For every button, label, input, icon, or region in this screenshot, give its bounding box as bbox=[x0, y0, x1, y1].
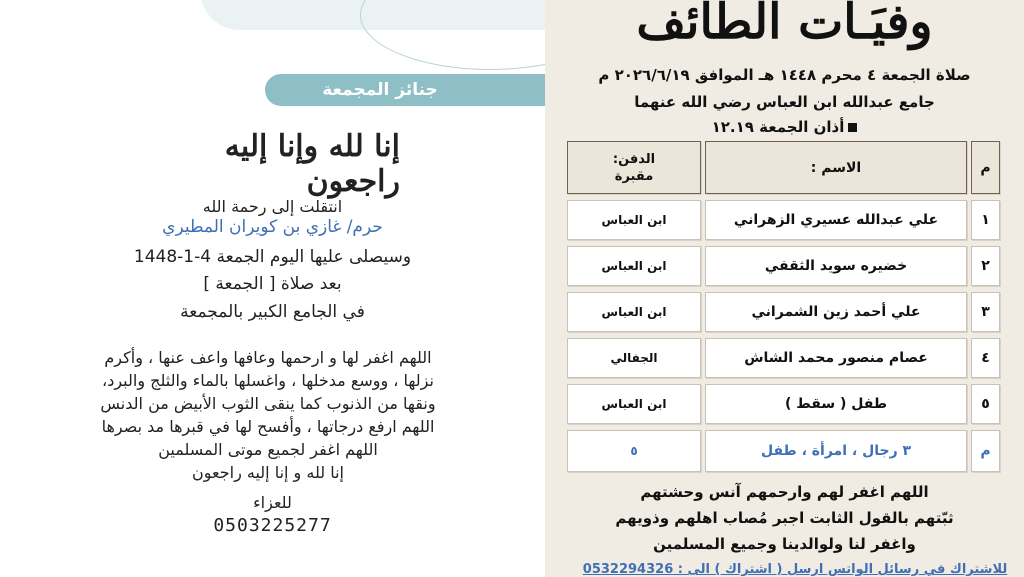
dua-text bbox=[18, 346, 518, 484]
row-burial: ابن العباس bbox=[567, 246, 701, 286]
badge-funerals-majmaah: جنائز المجمعة bbox=[265, 74, 545, 106]
mosque-name: جامع عبدالله ابن العباس رضي الله عنهما bbox=[634, 93, 935, 111]
header-burial-line2: مقبرة bbox=[614, 168, 654, 184]
closing-dua-line: اللهم اغفر لهم وارحمهم آنس وحشتهم bbox=[640, 483, 929, 501]
condolence-label: للعزاء bbox=[253, 493, 292, 512]
row-num: ٥ bbox=[971, 384, 1000, 424]
whatsapp-subscribe-link[interactable]: للاشتراك في رسائل الواتس ارسل ( اشتراك ) الى : 0532294326 bbox=[582, 562, 1008, 577]
condolence-phone: 0503225277 bbox=[213, 515, 332, 536]
row-name: طفل ( سقط ) bbox=[705, 384, 967, 424]
summary-text: ٣ رجال ، امرأة ، طفل bbox=[705, 430, 967, 472]
row-name: علي عبدالله عسيري الزهراني bbox=[705, 200, 967, 240]
row-num: ٤ bbox=[971, 338, 1000, 378]
adhan-time bbox=[545, 118, 1024, 136]
header-num: م bbox=[971, 141, 1000, 194]
adhan-text: أذان الجمعة ١٢.١٩ bbox=[711, 118, 845, 136]
page-title: وفيَـات الطائف bbox=[636, 0, 933, 50]
calligraphy-text: إنا لله وإنا إليه راجعون bbox=[224, 129, 400, 199]
row-burial: الجفالي bbox=[567, 338, 701, 378]
dua-line: نزلها ، ووسع مدخلها ، واغسلها بالماء والثلج والبرد، bbox=[102, 371, 434, 390]
dua-line: اللهم ارفع درجاتها ، وأفسح لها في قبرها مد بصرها bbox=[101, 417, 435, 436]
header-burial bbox=[567, 141, 701, 194]
summary-total: ٥ bbox=[567, 430, 701, 472]
deceased-name: حرم/ غازي بن كويران المطيري bbox=[162, 217, 383, 237]
prayer-location: في الجامع الكبير بالمجمعة bbox=[180, 302, 365, 322]
row-num: ١ bbox=[971, 200, 1000, 240]
row-burial: ابن العباس bbox=[567, 292, 701, 332]
dua-line: اللهم اغفر لها و ارحمها وعافها واعف عنها ، وأكرم bbox=[104, 348, 432, 367]
closing-dua-line: ثبّتهم بالقول الثابت اجبر مُصاب اهلهم وذويهم bbox=[615, 509, 954, 527]
header-name: الاسم : bbox=[705, 141, 967, 194]
dua-line: ونقها من الذنوب كما ينقى الثوب الأبيض من الدنس bbox=[100, 394, 436, 413]
row-name: خضيره سويد الثقفي bbox=[705, 246, 967, 286]
decorative-arc bbox=[360, 0, 545, 70]
row-name: علي أحمد زين الشمراني bbox=[705, 292, 967, 332]
row-burial: ابن العباس bbox=[567, 200, 701, 240]
closing-dua-line: واغفر لنا ولوالدينا وجميع المسلمين bbox=[653, 535, 916, 553]
prayer-time: بعد صلاة [ الجمعة ] bbox=[203, 274, 342, 294]
dua-line: اللهم اغفر لجميع موتى المسلمين bbox=[158, 440, 378, 459]
bullet-square-icon bbox=[848, 123, 857, 132]
row-burial: ابن العباس bbox=[567, 384, 701, 424]
dua-line: إنا لله و إنا إليه راجعون bbox=[192, 463, 344, 482]
calligraphy-logo bbox=[130, 129, 400, 199]
row-num: ٢ bbox=[971, 246, 1000, 286]
row-num: ٣ bbox=[971, 292, 1000, 332]
prayer-line: صلاة الجمعة ٤ محرم ١٤٤٨ هـ الموافق ٢٠٢٦/٦/١٩ م bbox=[598, 66, 971, 84]
summary-num: م bbox=[971, 430, 1000, 472]
header-burial-line1: الدفن: bbox=[612, 151, 656, 167]
prayer-date: وسيصلى عليها اليوم الجمعة 4-1-1448 bbox=[133, 247, 412, 267]
announcement-line: انتقلت إلى رحمة الله bbox=[202, 197, 343, 216]
taif-obituaries-panel bbox=[545, 0, 1024, 577]
row-name: عصام منصور محمد الشاش bbox=[705, 338, 967, 378]
